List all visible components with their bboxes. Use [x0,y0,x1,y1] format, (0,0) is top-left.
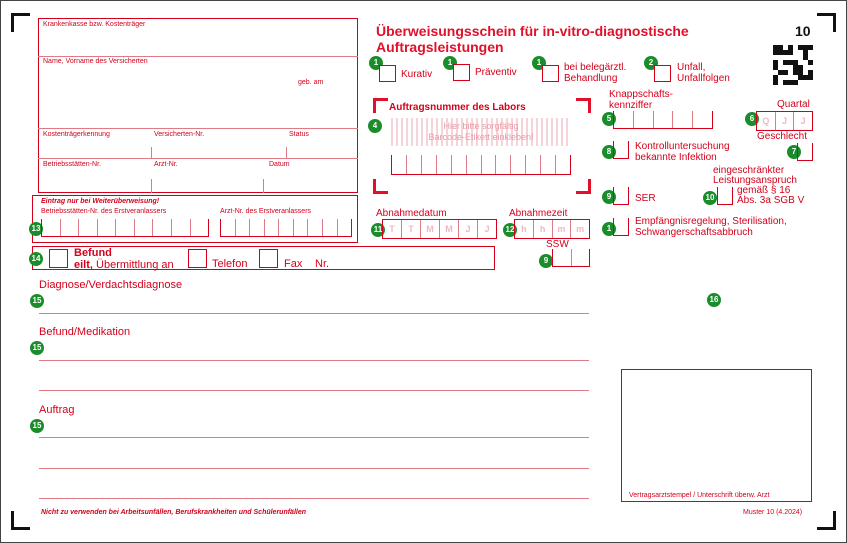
empf-cell[interactable] [613,218,629,236]
status-label: Status [289,131,309,138]
knapp-cells[interactable] [613,111,713,129]
quartal-cells[interactable]: Q J J [756,111,813,131]
marker-15: 15 [30,419,44,433]
marker-10: 10 [703,191,717,205]
telefon-checkbox[interactable] [188,249,207,268]
quartal-label: Quartal [777,99,810,110]
marker-1: 1 [443,56,457,70]
ser-label: SER [635,193,656,204]
kurativ-checkbox[interactable] [379,65,396,82]
patient-name-field[interactable] [43,69,293,124]
marker-9: 9 [602,190,616,204]
referral-site-cells[interactable] [41,219,209,237]
crop-mark-top-left [11,13,30,32]
ser-cell[interactable] [613,187,629,205]
ssw-cells[interactable] [552,249,590,267]
sampling-time-cells[interactable]: h h m m [514,219,590,239]
referral-doctor-label: Arzt-Nr. des Erstveranlassers [220,208,312,215]
praeventiv-checkbox[interactable] [453,64,470,81]
geschlecht-cell[interactable] [797,143,813,161]
unfall-checkbox[interactable] [654,65,671,82]
referral-heading: Eintrag nur bei Weiterüberweisung! [41,198,160,205]
marker-4: 4 [368,119,382,133]
marker-1: 1 [532,56,546,70]
footer-model: Muster 10 (4.2024) [743,509,803,516]
ssw-label: SSW [546,239,569,250]
lab-order-heading: Auftragsnummer des Labors [389,102,526,113]
footer-note: Nicht zu verwenden bei Arbeitsunfällen, Berufskrankheiten und Schülerunfällen [41,509,307,516]
knapp-label: Knappschafts- kennziffer [609,89,673,111]
lab-order-number-cells[interactable] [391,155,571,175]
fax-number-label: Nr. [315,258,330,270]
marker-8: 8 [602,145,616,159]
form-title: Überweisungsschein für in-vitro-diagnostische Auftragsleistungen [376,23,689,55]
marker-1: 1 [369,56,383,70]
site-no-label: Betriebsstätten-Nr. [43,161,101,168]
insured-no-label: Versicherten-Nr. [154,131,205,138]
marker-2: 2 [644,56,658,70]
referral-site-label: Betriebsstätten-Nr. des Erstveranlassers [41,208,167,215]
marker-11: 11 [371,223,385,237]
marker-15: 15 [30,341,44,355]
geschlecht-label: Geschlecht [757,131,808,142]
form-number: 10 [795,23,811,39]
qr-code-icon [773,45,813,85]
auftrag-field[interactable] [39,415,589,438]
insurer-field[interactable] [43,31,353,53]
sampling-date-cells[interactable]: T T M M J J [382,219,497,239]
marker-15: 15 [30,294,44,308]
befund-eilt-label: Befund eilt, Übermittlung an [74,247,174,271]
empf-label: Empfängnisregelung, Sterilisation, Schwangerschaftsabbruch [635,216,787,238]
praeventiv-label: Präventiv [475,67,517,78]
auftrag-label: Auftrag [39,404,75,416]
eingeschr-cell[interactable] [717,187,733,205]
marker-13: 13 [29,222,43,236]
doctor-no-label: Arzt-Nr. [154,161,178,168]
fax-checkbox[interactable] [259,249,278,268]
lab-order-box[interactable] [373,98,591,194]
marker-7: 7 [787,145,801,159]
befund-eilt-checkbox[interactable] [49,249,68,268]
insurer-label: Krankenkasse bzw. Kostenträger [43,21,146,28]
eingeschr-label: eingeschränkter Leistungsanspruch gemäß § 16 Abs. 3a SGB V [713,165,805,206]
sampling-date-label: Abnahmedatum [376,208,447,219]
kontroll-label: Kontrolluntersuchung bekannte Infektion [635,141,730,163]
marker-9: 9 [539,254,553,268]
referral-doctor-cells[interactable] [220,219,352,237]
befund-medikation-label: Befund/Medikation [39,326,131,338]
crop-mark-bottom-right [817,511,836,530]
date-label: Datum [269,161,290,168]
crop-mark-top-right [817,13,836,32]
kurativ-label: Kurativ [401,69,433,80]
stamp-signature-box[interactable] [621,369,812,502]
crop-mark-bottom-left [11,511,30,530]
marker-12: 12 [503,223,517,237]
marker-16: 16 [707,293,721,307]
marker-1: 1 [602,222,616,236]
marker-5: 5 [602,112,616,126]
beleg-label: bei belegärztl. Behandlung [564,62,627,84]
beleg-checkbox[interactable] [542,65,559,82]
diagnose-label: Diagnose/Verdachtsdiagnose [39,279,183,291]
befund-medikation-field[interactable] [39,338,589,361]
telefon-label: Telefon [212,258,248,270]
kontroll-cell[interactable] [613,141,629,159]
unfall-label: Unfall, Unfallfolgen [677,62,730,84]
birthdate-label: geb. am [298,79,324,86]
fax-number-field[interactable] [331,257,489,270]
sampling-time-label: Abnahmezeit [509,208,568,219]
marker-6: 6 [745,112,759,126]
patient-name-label: Name, Vorname des Versicherten [43,58,148,65]
insurer-id-label: Kostenträgerkennung [43,131,110,138]
barcode-hint: Hier bitte sorgfältig Barcode-Etikett einkleben! [428,121,534,142]
marker-14: 14 [29,252,43,266]
diagnose-field[interactable] [39,291,589,314]
stamp-label: Vertragsarztstempel / Unterschrift überw. Arzt [629,492,770,499]
fax-label: Fax [284,258,303,270]
